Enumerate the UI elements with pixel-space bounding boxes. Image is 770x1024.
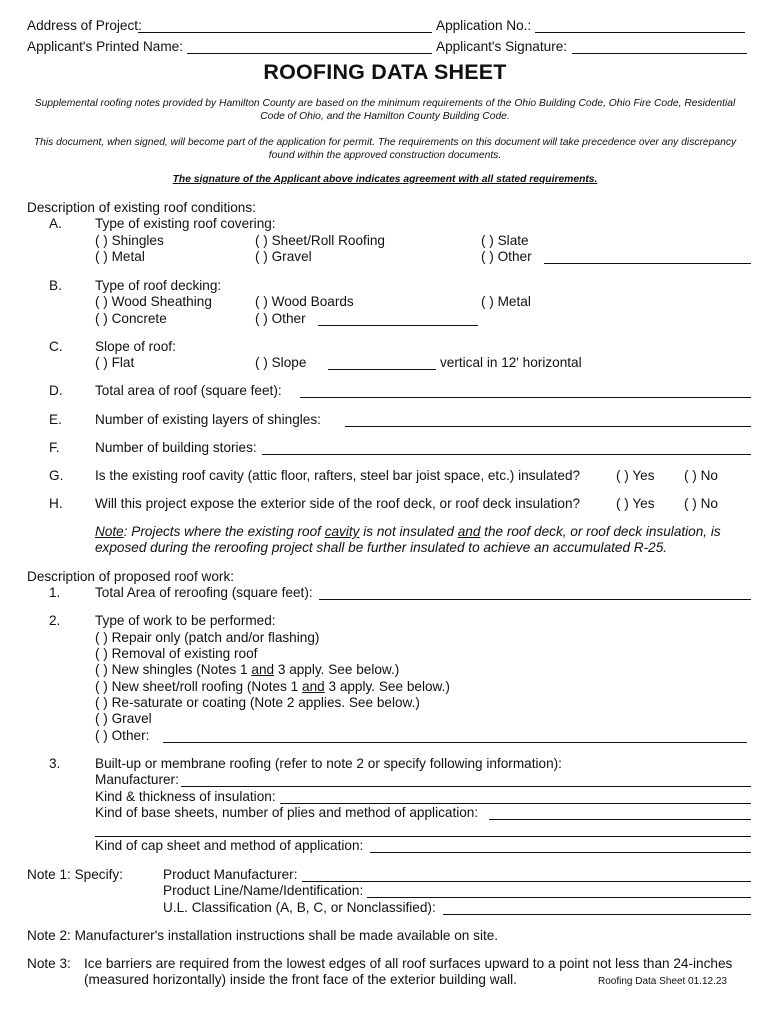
item-a-label: Type of existing roof covering: bbox=[95, 216, 276, 231]
existing-heading: Description of existing roof conditions: bbox=[27, 200, 256, 215]
option-other-covering[interactable]: ( ) Other bbox=[481, 249, 532, 264]
item-b-letter: B. bbox=[49, 278, 62, 293]
ul-classification-label: U.L. Classification (A, B, C, or Nonclassified): bbox=[163, 900, 436, 915]
cap-sheet-field[interactable] bbox=[370, 852, 751, 853]
proposed-heading: Description of proposed roof work: bbox=[27, 569, 235, 584]
option-other-decking[interactable]: ( ) Other bbox=[255, 311, 306, 326]
deck-yes-option[interactable]: ( ) Yes bbox=[616, 496, 655, 511]
item-g-letter: G. bbox=[49, 468, 64, 483]
application-no-field[interactable] bbox=[535, 32, 745, 33]
other-work-field[interactable] bbox=[163, 742, 747, 743]
manufacturer-field[interactable] bbox=[181, 786, 751, 787]
item-2-number: 2. bbox=[49, 613, 61, 628]
option-new-shingles[interactable]: ( ) New shingles (Notes 1 and 3 apply. See below.) bbox=[95, 662, 400, 677]
printed-name-label: Applicant's Printed Name: bbox=[27, 39, 183, 54]
option-new-sheet-roll[interactable]: ( ) New sheet/roll roofing (Notes 1 and 3 apply. See below.) bbox=[95, 679, 450, 694]
application-no-label: Application No.: bbox=[436, 18, 532, 33]
printed-name-field[interactable] bbox=[187, 53, 432, 54]
item-h-label: Will this project expose the exterior side of the roof deck, or roof deck insulation? bbox=[95, 496, 581, 511]
item-h-letter: H. bbox=[49, 496, 63, 511]
option-other-work[interactable]: ( ) Other: bbox=[95, 728, 150, 743]
item-3-label: Built-up or membrane roofing (refer to note 2 or specify following information): bbox=[95, 756, 562, 771]
option-gravel[interactable]: ( ) Gravel bbox=[255, 249, 312, 264]
slope-field[interactable] bbox=[328, 369, 436, 370]
option-concrete[interactable]: ( ) Concrete bbox=[95, 311, 167, 326]
option-slate[interactable]: ( ) Slate bbox=[481, 233, 529, 248]
option-shingles[interactable]: ( ) Shingles bbox=[95, 233, 164, 248]
insulation-field[interactable] bbox=[280, 803, 751, 804]
manufacturer-label: Manufacturer: bbox=[95, 772, 179, 787]
product-manufacturer-field[interactable] bbox=[302, 881, 751, 882]
note-2: Note 2: Manufacturer's installation instructions shall be made available on site. bbox=[27, 928, 499, 943]
note-3-label: Note 3: bbox=[27, 956, 71, 971]
option-slope[interactable]: ( ) Slope bbox=[255, 355, 307, 370]
option-repair-only[interactable]: ( ) Repair only (patch and/or flashing) bbox=[95, 630, 320, 645]
product-line-field[interactable] bbox=[367, 897, 751, 898]
intro-paragraph-2: This document, when signed, will become part of the application for permit. The requirements on this document will take precedence over any discrepancy found within the approved construction documents. bbox=[33, 137, 737, 161]
cavity-no-option[interactable]: ( ) No bbox=[684, 468, 718, 483]
signature-label: Applicant's Signature: bbox=[436, 39, 568, 54]
item-f-letter: F. bbox=[49, 440, 60, 455]
insulation-label: Kind & thickness of insulation: bbox=[95, 789, 276, 804]
option-wood-boards[interactable]: ( ) Wood Boards bbox=[255, 294, 354, 309]
item-e-letter: E. bbox=[49, 412, 62, 427]
slope-suffix: vertical in 12' horizontal bbox=[440, 355, 582, 370]
item-3-number: 3. bbox=[49, 756, 61, 771]
option-resaturate[interactable]: ( ) Re-saturate or coating (Note 2 applies. See below.) bbox=[95, 695, 420, 710]
item-e-label: Number of existing layers of shingles: bbox=[95, 412, 321, 427]
item-2-label: Type of work to be performed: bbox=[95, 613, 276, 628]
note-1-label: Note 1: Specify: bbox=[27, 867, 123, 882]
item-1-number: 1. bbox=[49, 585, 61, 600]
roof-area-field[interactable] bbox=[300, 397, 751, 398]
address-field[interactable] bbox=[138, 32, 432, 33]
signature-field[interactable] bbox=[572, 53, 747, 54]
item-c-label: Slope of roof: bbox=[95, 339, 176, 354]
item-b-label: Type of roof decking: bbox=[95, 278, 222, 293]
option-gravel-work[interactable]: ( ) Gravel bbox=[95, 711, 152, 726]
footer-version: Roofing Data Sheet 01.12.23 bbox=[598, 976, 727, 987]
note-3-line-2: (measured horizontally) inside the front face of the exterior building wall. bbox=[84, 972, 517, 987]
other-covering-field[interactable] bbox=[544, 263, 751, 264]
item-g-label: Is the existing roof cavity (attic floor, rafters, steel bar joist space, etc.) insulated? bbox=[95, 468, 581, 483]
intro-paragraph-1: Supplemental roofing notes provided by Hamilton County are based on the minimum requirements of the Ohio Building Code, Ohio Fire Code, Residential Code of Ohio, and the Hamilton County Building Code. bbox=[34, 98, 736, 122]
cap-sheet-label: Kind of cap sheet and method of application: bbox=[95, 838, 364, 853]
insulation-note-line-2: exposed during the reroofing project shall be further insulated to achieve an accumulated R-25. bbox=[95, 540, 668, 555]
other-decking-field[interactable] bbox=[318, 325, 478, 326]
option-metal[interactable]: ( ) Metal bbox=[95, 249, 145, 264]
option-sheet-roll[interactable]: ( ) Sheet/Roll Roofing bbox=[255, 233, 385, 248]
item-d-letter: D. bbox=[49, 383, 63, 398]
product-line-label: Product Line/Name/Identification: bbox=[163, 883, 364, 898]
deck-no-option[interactable]: ( ) No bbox=[684, 496, 718, 511]
ul-classification-field[interactable] bbox=[443, 914, 751, 915]
option-wood-sheathing[interactable]: ( ) Wood Sheathing bbox=[95, 294, 212, 309]
base-sheets-field-continued[interactable] bbox=[95, 836, 751, 837]
agreement-statement: The signature of the Applicant above indicates agreement with all stated requirements. bbox=[172, 174, 598, 185]
reroofing-area-field[interactable] bbox=[319, 599, 751, 600]
item-a-letter: A. bbox=[49, 216, 62, 231]
note-3-line-1: Ice barriers are required from the lowest edges of all roof surfaces upward to a point not less than 24-inches bbox=[84, 956, 733, 971]
page-title: ROOFING DATA SHEET bbox=[263, 60, 507, 84]
item-d-label: Total area of roof (square feet): bbox=[95, 383, 282, 398]
base-sheets-field[interactable] bbox=[489, 819, 751, 820]
option-removal[interactable]: ( ) Removal of existing roof bbox=[95, 646, 258, 661]
item-1-label: Total Area of reroofing (square feet): bbox=[95, 585, 313, 600]
option-flat[interactable]: ( ) Flat bbox=[95, 355, 135, 370]
option-metal-decking[interactable]: ( ) Metal bbox=[481, 294, 531, 309]
cavity-yes-option[interactable]: ( ) Yes bbox=[616, 468, 655, 483]
product-manufacturer-label: Product Manufacturer: bbox=[163, 867, 298, 882]
item-f-label: Number of building stories: bbox=[95, 440, 257, 455]
base-sheets-label: Kind of base sheets, number of plies and method of application: bbox=[95, 805, 479, 820]
building-stories-field[interactable] bbox=[262, 454, 751, 455]
insulation-note: Note: Projects where the existing roof cavity is not insulated and the roof deck, or roof deck insulation, is bbox=[95, 524, 721, 539]
item-c-letter: C. bbox=[49, 339, 63, 354]
shingle-layers-field[interactable] bbox=[345, 426, 751, 427]
address-label: Address of Project: bbox=[27, 18, 142, 33]
